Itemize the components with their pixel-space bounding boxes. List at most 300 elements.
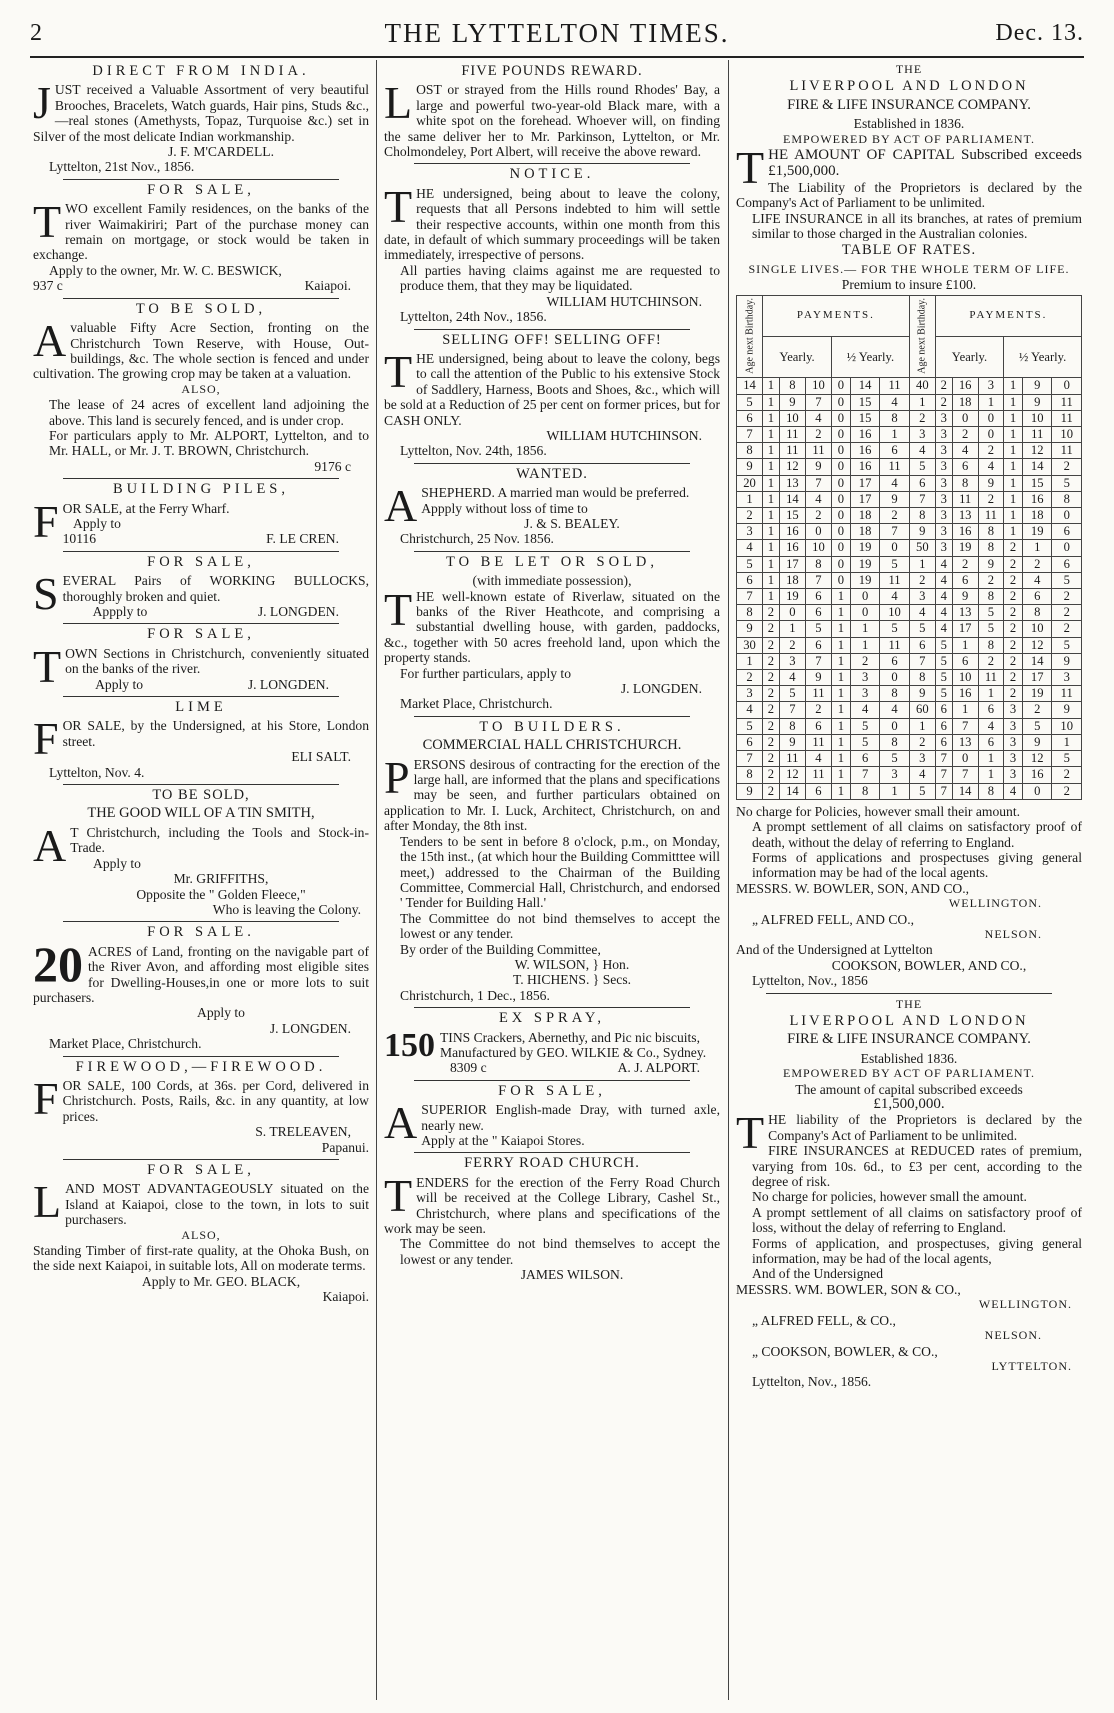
- ad-firewood: [33, 1060, 369, 1155]
- drop-cap: F: [33, 495, 59, 547]
- rates-cell: 14: [737, 378, 763, 394]
- rates-cell: 16: [1023, 491, 1052, 507]
- rates-cell: 1: [763, 524, 780, 540]
- ad-signature: J. LONGDEN.: [620, 681, 702, 697]
- rates-cell: 5: [909, 783, 935, 799]
- rates-cell: 15: [850, 410, 879, 426]
- rates-cell: 6: [805, 589, 831, 605]
- ad-ref: 10116: [62, 531, 97, 547]
- rates-cell: 0: [831, 378, 850, 394]
- ad-signature: Mr. GRIFFITHS,: [173, 871, 269, 887]
- rates-row: [737, 508, 1082, 524]
- ad-body-3: The Committee do not bind themselves to accept the lowest or any tender.: [400, 910, 720, 942]
- age-header: Age next Birthday.: [909, 295, 935, 378]
- rates-cell: 1: [1052, 734, 1082, 750]
- rates-cell: 9: [1023, 734, 1052, 750]
- rates-cell: 1: [763, 394, 780, 410]
- rates-cell: 14: [850, 378, 879, 394]
- rates-cell: 6: [805, 718, 831, 734]
- rates-cell: 0: [831, 524, 850, 540]
- rates-table: [736, 295, 1082, 800]
- rates-cell: 1: [952, 702, 978, 718]
- rates-row: [737, 670, 1082, 686]
- rates-cell: 8: [978, 637, 1003, 653]
- rates-cell: 14: [1023, 459, 1052, 475]
- rates-cell: 8: [805, 556, 831, 572]
- rates-cell: 3: [850, 670, 879, 686]
- rates-cell: 2: [1052, 605, 1082, 621]
- rates-cell: 1: [831, 767, 850, 783]
- rates-cell: 8: [880, 686, 909, 702]
- rates-cell: 50: [909, 540, 935, 556]
- rates-table-body: [737, 378, 1082, 799]
- rates-cell: 8: [1052, 491, 1082, 507]
- rates-cell: 5: [880, 556, 909, 572]
- ad-lime: [33, 700, 369, 780]
- rates-cell: 1: [763, 589, 780, 605]
- rates-cell: 1: [779, 621, 805, 637]
- rates-cell: 5: [978, 621, 1003, 637]
- ad-ex-spray: [384, 1011, 720, 1076]
- rates-cell: 5: [1052, 637, 1082, 653]
- rates-cell: 0: [952, 751, 978, 767]
- drop-cap: T: [384, 180, 413, 232]
- rates-cell: 0: [805, 524, 831, 540]
- rates-cell: 4: [1023, 572, 1052, 588]
- rates-row: [737, 702, 1082, 718]
- ad-place-date: Lyttelton, 24th Nov., 1856.: [400, 309, 547, 325]
- ad-signature: ELI SALT.: [291, 749, 351, 765]
- rates-cell: 6: [909, 637, 935, 653]
- rates-row: [737, 589, 1082, 605]
- masthead: [30, 18, 1084, 50]
- rates-cell: 2: [952, 556, 978, 572]
- rates-cell: 6: [909, 475, 935, 491]
- rates-cell: 1: [978, 686, 1003, 702]
- rates-row: [737, 686, 1082, 702]
- ad-signature: F. LE CREN.: [266, 531, 339, 547]
- ad-apply: Apply to: [95, 676, 144, 692]
- rates-cell: 1: [909, 394, 935, 410]
- rates-cell: 9: [1052, 702, 1082, 718]
- rates-cell: 7: [909, 491, 935, 507]
- rates-cell: 1: [1004, 508, 1023, 524]
- rates-cell: 3: [880, 767, 909, 783]
- rates-cell: 2: [1052, 767, 1082, 783]
- ad-body-2: FIRE INSURANCES at REDUCED rates of premium, varying from 10s. 6d., to £3 per cent, according to the degree of risk.: [752, 1143, 1082, 1190]
- rates-cell: 4: [909, 767, 935, 783]
- drop-cap: A: [33, 819, 67, 871]
- rates-cell: 3: [935, 491, 952, 507]
- agent-1-place: WELLINGTON.: [978, 1297, 1072, 1312]
- rates-cell: 2: [952, 427, 978, 443]
- ad-ferry-road-church: [384, 1156, 720, 1282]
- ad-body: WO excellent Family residences, on the banks of the river Waimakiriri; Part of the purchase money can remain on mortgage, or stock would be taken in exchange.: [33, 201, 369, 263]
- ad-notice: [384, 167, 720, 324]
- ad-body: OR SALE, at the Ferry Wharf.: [62, 500, 230, 516]
- rates-cell: 12: [1023, 751, 1052, 767]
- rates-cell: 1: [1004, 475, 1023, 491]
- rates-cell: 2: [763, 653, 780, 669]
- rates-cell: 4: [805, 491, 831, 507]
- ad-direct-from-india: [33, 64, 369, 175]
- rates-row: [737, 734, 1082, 750]
- rates-cell: 0: [831, 572, 850, 588]
- drop-cap: T: [33, 640, 62, 692]
- rates-cell: 14: [779, 491, 805, 507]
- rates-cell: 3: [935, 508, 952, 524]
- rates-row: [737, 653, 1082, 669]
- rates-cell: 1: [978, 767, 1003, 783]
- drop-cap: L: [384, 77, 413, 129]
- rates-cell: 2: [1052, 459, 1082, 475]
- rates-cell: 11: [779, 443, 805, 459]
- ad-heading: TO BE SOLD,: [152, 787, 250, 804]
- drop-cap: A: [33, 315, 67, 367]
- agent-1: MESSRS. WM. BOWLER, SON & CO.,: [736, 1281, 961, 1297]
- rates-cell: 11: [1052, 443, 1082, 459]
- ad-body: TINS Crackers, Abernethy, and Pic nic biscuits,: [440, 1029, 700, 1045]
- drop-cap: F: [33, 713, 59, 765]
- rates-cell: 8: [880, 734, 909, 750]
- rates-cell: 5: [978, 605, 1003, 621]
- rates-cell: 7: [935, 783, 952, 799]
- rates-cell: 0: [1052, 378, 1082, 394]
- rates-row: [737, 751, 1082, 767]
- rates-cell: 19: [1023, 686, 1052, 702]
- rates-cell: 8: [978, 589, 1003, 605]
- rates-cell: 3: [935, 410, 952, 426]
- rates-cell: 18: [952, 394, 978, 410]
- ad-place: Papanui.: [321, 1139, 369, 1155]
- half-yearly-header: ½ Yearly.: [1004, 337, 1082, 378]
- rates-cell: 11: [1023, 427, 1052, 443]
- ad-separator: [63, 1056, 339, 1057]
- rates-cell: 1: [978, 751, 1003, 767]
- rates-cell: 1: [1004, 459, 1023, 475]
- ad-place-date: Lyttelton, Nov. 24th, 1856.: [400, 443, 547, 459]
- ad-place: Kaiapoi.: [304, 278, 351, 294]
- rates-cell: 3: [978, 378, 1003, 394]
- rates-cell: 2: [763, 670, 780, 686]
- rates-cell: 6: [935, 702, 952, 718]
- ad-signature: J. LONGDEN.: [269, 1020, 351, 1036]
- rates-cell: 16: [850, 427, 879, 443]
- rates-cell: 1: [1004, 524, 1023, 540]
- rates-cell: 11: [880, 637, 909, 653]
- rates-cell: 2: [1004, 637, 1023, 653]
- ad-separator: [414, 1007, 690, 1008]
- rates-cell: 0: [978, 427, 1003, 443]
- ad-wanted-shepherd: [384, 467, 720, 547]
- agent-2-place: NELSON.: [984, 926, 1042, 941]
- ad-heading: LIVERPOOL AND LONDON: [789, 78, 1029, 95]
- agent-3-place: LYTTELTON.: [991, 1358, 1072, 1373]
- rates-cell: 11: [978, 508, 1003, 524]
- rates-cell: 1: [763, 556, 780, 572]
- drop-cap: T: [736, 142, 765, 194]
- rates-cell: 5: [850, 734, 879, 750]
- rates-cell: 17: [850, 475, 879, 491]
- rates-cell: 0: [880, 540, 909, 556]
- rates-cell: 11: [1052, 686, 1082, 702]
- rates-cell: 8: [737, 605, 763, 621]
- rates-cell: 4: [978, 718, 1003, 734]
- rates-cell: 6: [880, 443, 909, 459]
- rates-cell: 1: [831, 637, 850, 653]
- ad-signature: S. TRELEAVEN,: [255, 1124, 351, 1140]
- rates-cell: 5: [935, 637, 952, 653]
- rates-cell: 5: [1052, 475, 1082, 491]
- column-divider: [376, 60, 377, 1700]
- rates-cell: 9: [978, 475, 1003, 491]
- ad-body: SHEPHERD. A married man would be preferred.: [421, 485, 690, 501]
- ad-apply: Apply to: [197, 1005, 245, 1021]
- rates-cell: 2: [737, 670, 763, 686]
- rates-cell: 4: [805, 410, 831, 426]
- ad-separator: [63, 784, 339, 785]
- rates-cell: 9: [779, 394, 805, 410]
- ad-body-3: No charge for policies, however small the amount.: [752, 1189, 1027, 1205]
- rates-cell: 2: [1052, 783, 1082, 799]
- rates-cell: 9: [737, 621, 763, 637]
- table-title: TABLE OF RATES.: [841, 242, 977, 259]
- ad-insurance-life: [736, 62, 1082, 989]
- rates-cell: 11: [880, 572, 909, 588]
- rates-cell: 11: [978, 670, 1003, 686]
- ad-heading: FIREWOOD,—FIREWOOD.: [75, 1058, 327, 1075]
- rates-cell: 18: [779, 572, 805, 588]
- rates-row: [737, 718, 1082, 734]
- ad-body-2: Manufactured by GEO. WILKIE & Co., Sydney.: [440, 1044, 707, 1060]
- ad-separator: [63, 478, 339, 479]
- rates-cell: 3: [737, 524, 763, 540]
- rates-cell: 7: [805, 572, 831, 588]
- ad-body: UST received a Valuable Assortment of very beautiful Brooches, Bracelets, Watch guards, Hair pins, Studs &c.,—real stones (Amethysts, Topaz, Turquoise &c.) set in Silver of the most delicate Indian workmanship.: [33, 82, 369, 144]
- drop-cap: 20: [33, 935, 83, 992]
- agent-3: „ COOKSON, BOWLER, & CO.,: [752, 1343, 938, 1359]
- rates-cell: 11: [880, 378, 909, 394]
- rates-cell: 1: [831, 783, 850, 799]
- rates-cell: 9: [1023, 378, 1052, 394]
- drop-cap: T: [736, 1107, 765, 1159]
- ad-ref: 8309 c: [450, 1060, 487, 1076]
- rates-cell: 2: [805, 702, 831, 718]
- rates-cell: 3: [1004, 718, 1023, 734]
- ad-separator: [414, 163, 690, 164]
- rates-cell: 2: [1004, 686, 1023, 702]
- rates-cell: 2: [1004, 653, 1023, 669]
- rates-cell: 0: [831, 475, 850, 491]
- rates-cell: 6: [1023, 589, 1052, 605]
- rates-cell: 0: [850, 605, 879, 621]
- rates-cell: 1: [831, 702, 850, 718]
- payments-header: PAYMENTS.: [763, 295, 910, 336]
- rates-cell: 12: [1023, 443, 1052, 459]
- rates-cell: 4: [935, 621, 952, 637]
- ad-heading: TO BUILDERS.: [479, 718, 625, 735]
- rates-cell: 6: [978, 734, 1003, 750]
- ad-empowered: EMPOWERED BY ACT OF PARLIAMENT.: [782, 1066, 1036, 1081]
- rates-cell: 18: [850, 508, 879, 524]
- rates-cell: 6: [952, 459, 978, 475]
- rates-cell: 10: [1052, 718, 1082, 734]
- rates-cell: 1: [880, 783, 909, 799]
- rates-cell: 6: [952, 653, 978, 669]
- ad-heading: LIVERPOOL AND LONDON: [789, 1012, 1029, 1029]
- rates-cell: 20: [737, 475, 763, 491]
- rates-cell: 0: [831, 540, 850, 556]
- rates-cell: 4: [935, 605, 952, 621]
- rates-cell: 0: [850, 589, 879, 605]
- rates-cell: 1: [831, 734, 850, 750]
- rates-cell: 1: [737, 653, 763, 669]
- rates-cell: 0: [831, 459, 850, 475]
- rates-cell: 11: [779, 427, 805, 443]
- rates-cell: 0: [1052, 540, 1082, 556]
- ad-signature-line-2: T. HICHENS. } Secs.: [512, 972, 632, 988]
- rates-row: [737, 410, 1082, 426]
- rates-cell: 5: [935, 653, 952, 669]
- half-yearly-header: ½ Yearly.: [831, 337, 909, 378]
- ad-to-builders: [384, 720, 720, 1003]
- rates-cell: 1: [831, 621, 850, 637]
- ad-heading: FOR SALE,: [498, 1082, 606, 1099]
- rates-cell: 2: [935, 378, 952, 394]
- rates-cell: 2: [909, 572, 935, 588]
- ad-selling-off: [384, 333, 720, 459]
- ad-after-2: A prompt settlement of all claims on satisfactory proof of death, without the delay of referring to England.: [752, 819, 1082, 850]
- rates-cell: 0: [831, 394, 850, 410]
- rates-cell: 11: [880, 459, 909, 475]
- rates-cell: 1: [763, 378, 780, 394]
- ad-heading: LIME: [175, 699, 227, 716]
- column-1: [33, 62, 369, 1702]
- rates-cell: 6: [978, 702, 1003, 718]
- drop-cap: T: [384, 345, 413, 397]
- ad-subheading: FIRE & LIFE INSURANCE COMPANY.: [787, 96, 1031, 113]
- rates-cell: 5: [1023, 718, 1052, 734]
- rates-cell: 5: [737, 394, 763, 410]
- rates-cell: 2: [763, 751, 780, 767]
- rates-cell: 2: [763, 621, 780, 637]
- ad-after-1: No charge for Policies, however small their amount.: [736, 803, 1021, 819]
- ad-apply: Apply to the owner, Mr. W. C. BESWICK,: [49, 262, 282, 278]
- rates-row: [737, 540, 1082, 556]
- rates-cell: 2: [737, 508, 763, 524]
- rates-cell: 1: [850, 637, 879, 653]
- rates-cell: 13: [779, 475, 805, 491]
- rates-cell: 4: [779, 670, 805, 686]
- ad-body: ACRES of Land, fronting on the navigable part of the River Avon, and affording most eligible sites for Dwelling-Houses,in one or more lots to suit purchasers.: [33, 943, 369, 1005]
- ad-signature: W. WILSON, } Hon.: [514, 956, 630, 972]
- rates-cell: 2: [978, 443, 1003, 459]
- rates-cell: 11: [779, 751, 805, 767]
- rates-row: [737, 475, 1082, 491]
- ad-separator: [63, 1159, 339, 1160]
- rates-cell: 8: [978, 524, 1003, 540]
- rates-row: [737, 378, 1082, 394]
- rates-cell: 2: [805, 508, 831, 524]
- ad-body: AND MOST ADVANTAGEOUSLY situated on the Island at Kaiapoi, close to the town, in lots to suit purchasers.: [65, 1181, 369, 1228]
- rates-cell: 17: [850, 491, 879, 507]
- rates-cell: 6: [880, 653, 909, 669]
- column-divider: [728, 60, 729, 1700]
- ad-apply: Apply to Mr. GEO. BLACK,: [141, 1273, 301, 1289]
- ad-body: valuable Fifty Acre Section, fronting on the Christchurch Town Reserve, with House, Out-buildings, &c. The whole section is fenced and under cultivation. The growing crop may be taken at a valuation.: [33, 320, 369, 382]
- rates-row: [737, 394, 1082, 410]
- rates-cell: 2: [1004, 589, 1023, 605]
- ad-body: HE undersigned, being about to leave the colony, begs to call the attention of the Public to his extensive Stock of Saddlery, Harness, Boots and Shoes, &c., which will be sold at a Reduction of 25 per cent on former prices, but for CASH ONLY.: [384, 350, 720, 428]
- ad-heading: BUILDING PILES,: [113, 481, 289, 498]
- rates-cell: 6: [935, 718, 952, 734]
- rates-cell: 18: [1023, 508, 1052, 524]
- ad-heading: FOR SALE,: [147, 553, 255, 570]
- ad-place-date: Lyttelton, 21st Nov., 1856.: [49, 159, 195, 175]
- ad-tin-smith: [33, 788, 369, 917]
- ad-body-2: The Committee do not bind themselves to accept the lowest or any tender.: [400, 1236, 720, 1267]
- rates-cell: 0: [978, 410, 1003, 426]
- rates-cell: 8: [850, 783, 879, 799]
- agent-2-place: NELSON.: [984, 1328, 1042, 1343]
- rates-cell: 2: [763, 767, 780, 783]
- rates-cell: 2: [1004, 605, 1023, 621]
- ad-separator: [414, 1152, 690, 1153]
- ad-town-sections: [33, 627, 369, 692]
- ad-signature-line-3: Who is leaving the Colony.: [212, 901, 361, 917]
- rates-cell: 1: [880, 427, 909, 443]
- ad-ref: 9176 c: [314, 458, 351, 474]
- rates-cell: 3: [935, 540, 952, 556]
- rates-row: [737, 637, 1082, 653]
- ad-heading: FOR SALE,: [147, 181, 255, 198]
- rates-cell: 8: [880, 410, 909, 426]
- rates-cell: 12: [1023, 637, 1052, 653]
- rates-cell: 4: [880, 475, 909, 491]
- ad-signature: J. LONGDEN.: [257, 604, 339, 619]
- rates-cell: 4: [880, 589, 909, 605]
- ad-separator: [414, 716, 690, 717]
- ad-building-piles: [33, 482, 369, 547]
- rates-cell: 13: [952, 605, 978, 621]
- rates-cell: 4: [978, 459, 1003, 475]
- ad-signature: J. & S. BEALEY.: [524, 515, 620, 531]
- rates-cell: 1: [1004, 491, 1023, 507]
- rates-cell: 8: [779, 378, 805, 394]
- rates-cell: 16: [952, 524, 978, 540]
- rates-cell: 19: [952, 540, 978, 556]
- ad-signature: WILLIAM HUTCHINSON.: [546, 427, 702, 443]
- rates-cell: 9: [805, 459, 831, 475]
- ad-capital: The amount of capital subscribed exceeds: [795, 1081, 1023, 1097]
- rates-cell: 9: [1023, 394, 1052, 410]
- ad-body-2: Tenders to be sent in before 8 o'clock, p.m., on Monday, the 15th inst., (at which hour the Building Committtee will meet,) addressed to the Chairman of the Building Committee, Commercial Hall, Christchurch, and endorsed ' Tender for Building Hall.': [400, 833, 720, 911]
- rates-cell: 1: [763, 443, 780, 459]
- ad-heading: FOR SALE,: [147, 626, 255, 643]
- rates-cell: 1: [831, 751, 850, 767]
- rates-cell: 2: [763, 702, 780, 718]
- rates-cell: 10: [779, 410, 805, 426]
- rates-cell: 11: [1052, 410, 1082, 426]
- rates-cell: 4: [880, 702, 909, 718]
- rates-cell: 7: [737, 589, 763, 605]
- rates-cell: 0: [831, 556, 850, 572]
- rates-cell: 2: [1023, 556, 1052, 572]
- rates-cell: 2: [763, 605, 780, 621]
- ad-separator: [63, 696, 339, 697]
- rates-cell: 3: [850, 686, 879, 702]
- rates-cell: 8: [737, 767, 763, 783]
